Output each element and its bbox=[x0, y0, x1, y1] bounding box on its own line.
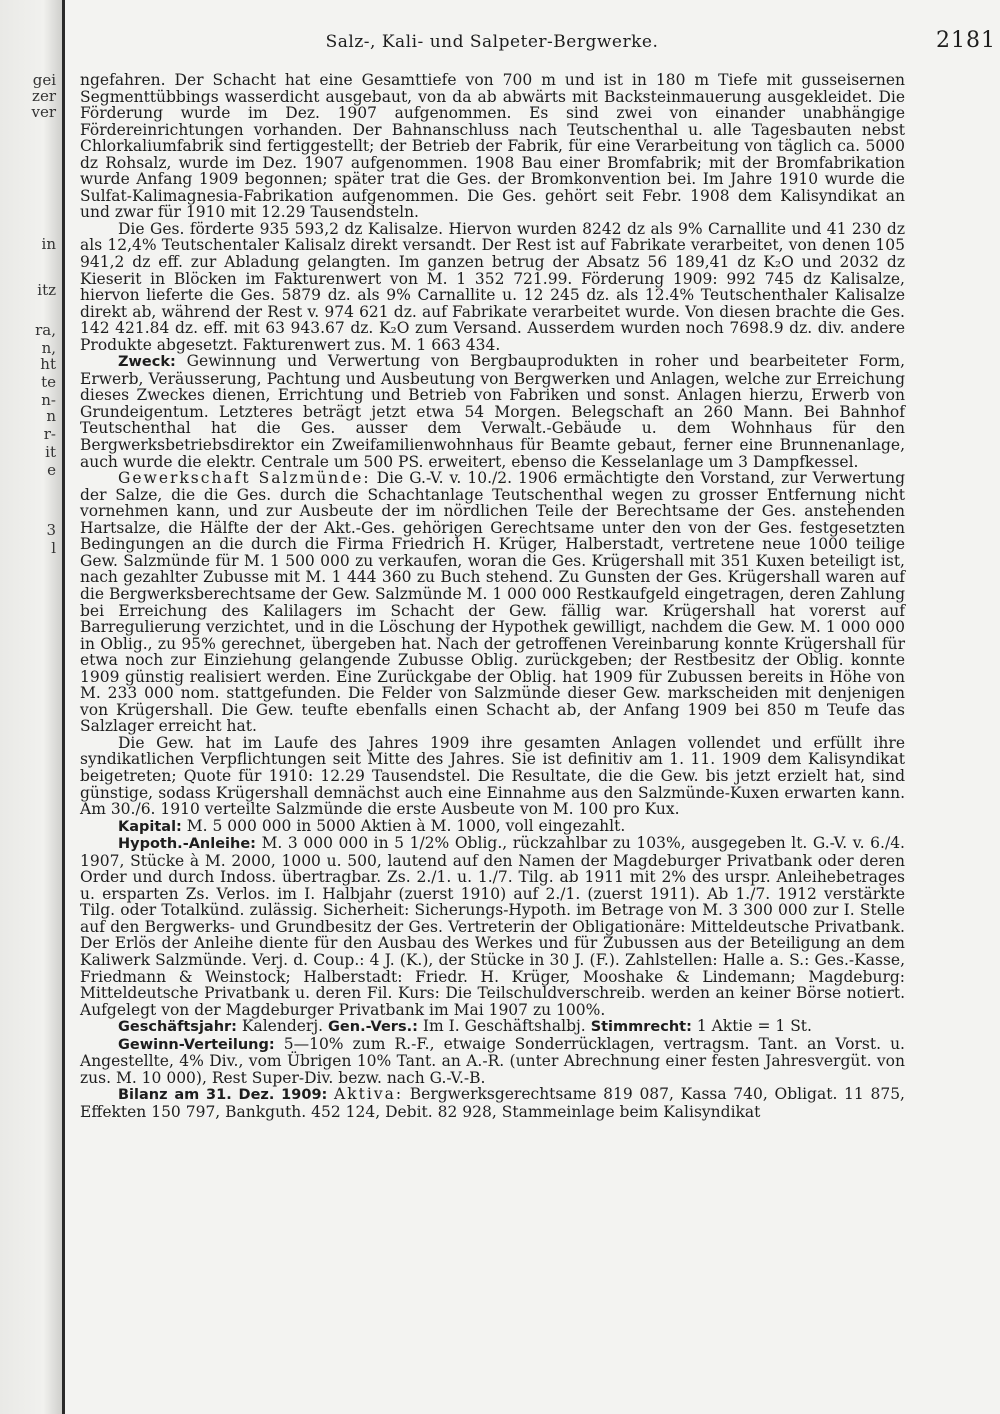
geschaeftsjahr-text: Kalenderj. bbox=[241, 1017, 324, 1036]
spine-fragment: in bbox=[41, 235, 56, 253]
spine-fragment: e bbox=[47, 461, 56, 479]
paragraph-kapital bbox=[80, 818, 905, 836]
stimmrecht-text: 1 Aktie = 1 St. bbox=[696, 1017, 812, 1036]
stimmrecht-label: Stimmrecht: bbox=[590, 1019, 692, 1036]
spine-fragment: n, bbox=[41, 339, 56, 357]
spine-fragment: gei bbox=[32, 71, 56, 89]
page-header bbox=[76, 26, 996, 56]
spine-fragment: 3 bbox=[46, 521, 56, 539]
gen-vers-text: Im I. Geschäftshalbj. bbox=[422, 1017, 586, 1036]
spine-fragment: te bbox=[41, 373, 56, 391]
paragraph-production: Die Ges. förderte 935 593,2 dz Kalisalze. Hiervon wurden 8242 dz als 9% Carnallite und 41 230 dz als 12,4% Teutschentaler Kalisalz direkt versandt. Der Rest ist auf Fabrikate verarbeitet, von denen 105 941,2 dz eff. zur Abladung gelangten. Im ganzen betrug der Absatz 56 189,41 dz K₂O und 2032 dz Kieserit in Blöcken im Fakturenwert von M. 1 352 721.99. Förderung 1909: 992 745 dz Kalisalze, hiervon lieferte die Ges. 5879 dz. als 9% Carnallite u. 12 245 dz. als 12.4% Teutschenthaler Kalisalze direkt ab, während der Rest v. 974 621 dz. auf Fabrikate verarbeitet wurde. Von diesen brachte die Ges. 142 421.84 dz. eff. mit 63 943.67 dz. K₂O zum Versand. Ausserdem wurden noch 7698.9 dz. div. andere Produkte abgesetzt. Fakturenwert zus. M. 1 663 434. bbox=[80, 219, 905, 354]
gewerkschaft-text: Die G.-V. v. 10./2. 1906 ermächtigte den Vorstand, zur Verwertung der Salze, die die Ges. durch die Schachtanlage Teutschenthal wegen zu grosser Entfernung nicht vornehmen kann, und zur Ausbeute der im nördlichen Teile der Berechtsame der Ges. anstehenden Hartsalze, die Hälfte der der Akt.-Ges. gehörigen Gerechtsame unter den von der Ges. festgesetzten Bedingungen an die durch die Firma Friedrich H. Krüger, Halberstadt, vertretene neue 1000 teilige Gew. Salzmünde für M. 1 500 000 zu verkaufen, woran die Ges. Krügershall mit 351 Kuxen beteiligt ist, nach gezahlter Zubusse mit M. 1 444 360 zu Buch stehend. Zu Gunsten der Ges. Krügershall waren auf die Bergwerksberechtsame der Gew. Salzmünde M. 1 000 000 Restkaufgeld eingetragen, deren Zahlung bei Erreichung des Kalilagers im Schacht der Gew. fällig war. Krügershall hat vorerst auf Barregulierung verzichtet, und in die Löschung der Hypothek gewilligt, nachdem die Gew. M. 1 000 000 in Oblig., zu 95% gerechnet, übergeben hat. Nach der getroffenen Vereinbarung konnte Krügershall für etwa noch zur Einziehung gelangende Zubusse Oblig. zurückgeben; der Restbesitz der Oblig. konnte 1909 günstig realisiert werden. Eine Zurückgabe der Oblig. hat 1909 für Zubussen bereits in Höhe von M. 233 000 nom. stattgefunden. Die Felder von Salzmünde dieser Gew. markscheiden mit denjenigen von Krügershall. Die Gew. teufte ebenfalls einen Schacht ab, der Anfang 1909 bei 850 m Teufe das Salzlager erreicht hat. bbox=[80, 469, 906, 736]
spine-fragment: n bbox=[46, 407, 56, 425]
hypoth-label: Hypoth.-Anleihe: bbox=[118, 836, 256, 853]
gewinn-label: Gewinn-Verteilung: bbox=[118, 1036, 275, 1053]
page-number: 2181 bbox=[936, 28, 996, 53]
paragraph-gew-results: Die Gew. hat im Laufe des Jahres 1909 ihre gesamten Anlagen vollendet und erfüllt ihre syndikatlichen Verpflichtungen seit Mitte des Jahres. Sie ist definitiv am 1. 11. 1909 dem Kalisyndikat beigetreten; Quote für 1910: 12.29 Tausendstel. Die Resultate, die die Gew. bis jetzt erzielt hat, sind günstige, sodass Krügershall demnächst auch eine Einnahme aus den Salzmünde-Kuxen erwarten kann. Am 30./6. 1910 verteilte Salzmünde die erste Ausbeute von M. 100 pro Kux. bbox=[80, 733, 905, 819]
gewerkschaft-label: Gewerkschaft Salzmünde: bbox=[118, 469, 371, 488]
paragraph-hypoth bbox=[80, 835, 905, 1018]
zweck-label: Zweck: bbox=[118, 354, 176, 371]
gewinn-text: 5—10% zum R.-F., etwaige Sonderrücklagen, vertragsm. Tant. an Vorst. u. Angestellte, 4% Div., vom Übrigen 10% Tant. an A.-R. (unter Abrechnung einer festen Jahresvergüt. von zus. M. 10 000), Rest Super-Div. bezw. nach G.-V.-B. bbox=[80, 1034, 905, 1087]
kapital-text: M. 5 000 000 in 5000 Aktien à M. 1000, voll eingezahlt. bbox=[186, 816, 626, 835]
bilanz-text: Bergwerksgerechtsame 819 087, Kassa 740, Obligat. 11 875, Effekten 150 797, Bankguth. 452 124, Debit. 82 928, Stammeinlage beim Kalisyndikat bbox=[80, 1085, 905, 1121]
kapital-label: Kapital: bbox=[118, 818, 182, 835]
paragraph-gewinn bbox=[80, 1036, 905, 1087]
page-body bbox=[80, 72, 905, 1120]
spine-fragment: n- bbox=[41, 391, 56, 409]
paragraph-intro: ngefahren. Der Schacht hat eine Gesamttiefe von 700 m und ist in 180 m Tiefe mit gusseisernen Segmenttübbings wasserdicht ausgebaut, von da ab abwärts mit Backsteinmauerung ausgekleidet. Die Förderung wurde im Dez. 1907 aufgenommen. Es sind zwei von einander unabhängige Fördereinrichtungen vorhanden. Der Bahnanschluss nach Teutschenthal u. alle Tagesbauten nebst Chlorkaliumfabrik sind fertiggestellt; der Betrieb der Fabrik, für eine Verarbeitung von täglich ca. 5000 dz Rohsalz, wurde im Dez. 1907 aufgenommen. 1908 Bau einer Bromfabrik; mit der Bromfabrikation wurde Anfang 1909 begonnen; später trat die Ges. der Bromkonvention bei. Im Jahre 1910 wurde die Sulfat-Kalimagnesia-Fabrikation aufgenommen. Die Ges. gehört seit Febr. 1908 dem Kalisyndikat an und zwar für 1910 mit 12.29 Tausendsteln. bbox=[80, 71, 905, 222]
paragraph-geschaeftsjahr bbox=[80, 1018, 905, 1036]
paragraph-zweck bbox=[80, 353, 905, 470]
spine-fragment: ra, bbox=[35, 321, 56, 339]
spine-fragment: r- bbox=[43, 425, 56, 443]
bilanz-aktiva-label: Aktiva: bbox=[334, 1085, 404, 1104]
gen-vers-label: Gen.-Vers.: bbox=[328, 1019, 418, 1036]
spine-fragment: it bbox=[45, 443, 56, 461]
zweck-text: Gewinnung und Verwertung von Bergbauprodukten in roher und bearbeiteter Form, Erwerb, Veräusserung, Pachtung und Ausbeutung von Bergwerken und Anlagen, welche zur Erreichung dieses Zweckes dienen, Errichtung und Betrieb von Fabriken und sonst. Anlagen hierzu, Erwerb von Grundeigentum. Letzteres beträgt jetzt etwa 54 Morgen. Belegschaft an 260 Mann. Bei Bahnhof Teutschenthal hat die Ges. ausser dem Verwalt.-Gebäude u. dem Wohnhaus für den Bergwerksbetriebsdirektor ein Zweifamilienwohnhaus für Beamte gebaut, ferner eine Brunnenanlage, auch wurde die elektr. Centrale um 500 PS. erweitert, ebenso die Kesselanlage um 3 Dampfkessel. bbox=[80, 352, 905, 471]
spine-fragment: l bbox=[51, 539, 56, 557]
paragraph-bilanz bbox=[80, 1086, 905, 1120]
hypoth-text: M. 3 000 000 in 5 1/2% Oblig., rückzahlbar zu 103%, ausgegeben lt. G.-V. v. 6./4. 1907, Stücke à M. 2000, 1000 u. 500, lautend auf den Namen der Magdeburger Privatbank oder deren Order und durch Indoss. übertragbar. Zs. 2./1. u. 1./7. Tilg. ab 1911 mit 2% des urspr. Anleihebetrages u. ersparten Zs. Verlos. im I. Halbjahr (zuerst 1910) auf 2./1. (zuerst 1911). Ab 1./7. 1912 verstärkte Tilg. oder Totalkünd. zulässig. Sicherheit: Sicherungs-Hypoth. im Betrage von M. 3 300 000 zur I. Stelle auf den Bergwerks- und Grundbesitz der Ges. Vertreterin der Obligationäre: Mitteldeutsche Privatbank. Der Erlös der Anleihe diente für den Ausbau des Werkes und für Zubussen aus der Beteiligung an dem Kaliwerk Salzmünde. Verj. d. Coup.: 4 J. (K.), der Stücke in 30 J. (F.). Zahlstellen: Halle a. S.: Ges.-Kasse, Friedmann & Weinstock; Halberstadt: Friedr. H. Krüger, Mooshake & Lindemann; Magdeburg: Mitteldeutsche Privatbank u. deren Fil. Kurs: Die Teilschuldverschreib. werden an keiner Börse notiert. Aufgelegt von der Magdeburger Privatbank im Mai 1907 zu 100%. bbox=[80, 834, 905, 1019]
book-spine-edge bbox=[0, 0, 65, 1414]
running-title: Salz-, Kali- und Salpeter-Bergwerke. bbox=[325, 32, 659, 52]
spine-fragment: itz bbox=[37, 281, 56, 299]
paragraph-gewerkschaft bbox=[80, 470, 905, 735]
bilanz-label: Bilanz am 31. Dez. 1909: bbox=[118, 1087, 328, 1104]
geschaeftsjahr-label: Geschäftsjahr: bbox=[118, 1019, 237, 1036]
spine-fragment: ver bbox=[31, 103, 56, 121]
spine-fragment: ht bbox=[40, 355, 56, 373]
spine-fragment: zer bbox=[32, 87, 56, 105]
